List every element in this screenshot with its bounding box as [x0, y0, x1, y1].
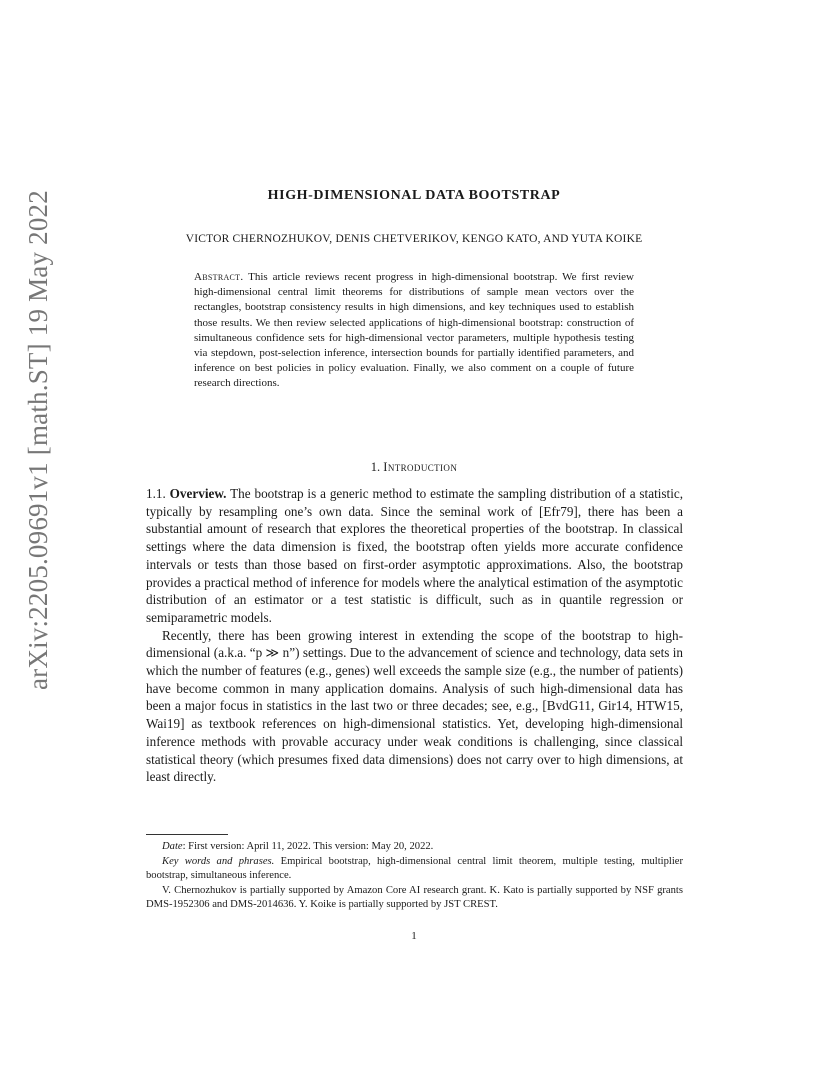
subsection-number: 1.1.: [146, 486, 166, 501]
body-text: [146, 485, 683, 786]
footnote-date-text: : First version: April 11, 2022. This version: May 20, 2022.: [182, 841, 434, 852]
subsection-title: Overview.: [169, 486, 227, 501]
paragraph-recent: Recently, there has been growing interest in extending the scope of the bootstrap to high-dimensional (a.k.a. “p ≫ n”) settings. Due to the advancement of science and technology, data sets in which the number of features (e.g., genes) well exceeds the sample size (e.g., the number of patients) have become common in many application domains. Analysis of such high-dimensional data has been a major focus in statistics in the last two or three decades; see, e.g., [BvdG11, Gir14, HTW15, Wai19] as textbook references on high-dimensional statistics. Yet, developing high-dimensional inference methods with provable accuracy under weak conditions is challenging, since classical statistical theory (which presumes fixed data dimensions) does not carry over to high dimensions, at least directly.: [146, 627, 683, 785]
arxiv-identifier-stamp: arXiv:2205.09691v1 [math.ST] 19 May 2022: [23, 190, 53, 690]
paragraph-text: The bootstrap is a generic method to estimate the sampling distribution of a statistic, typically by resampling one’s own data. Since the seminal work of [Efr79], there has been a substantial amount of research that explores the theoretical properties of the bootstrap. In classical settings where the data dimension is fixed, the bootstrap often yields more accurate confidence intervals or tests than those based on first-order asymptotic approximations. Also, the bootstrap provides a practical method of inference for models where the analytical estimation of the asymptotic distribution of an estimator or a test statistic is difficult, such as in quantile regression or semiparametric models.: [146, 486, 684, 625]
footnote-funding: V. Chernozhukov is partially supported by Amazon Core AI research grant. K. Kato is partially supported by NSF grants DMS-1952306 and DMS-2014636. Y. Koike is partially supported by JST CREST.: [146, 884, 683, 910]
section-number: 1.: [370, 460, 381, 474]
abstract-heading: Abstract.: [194, 271, 244, 283]
paragraph-overview: [146, 485, 683, 627]
footnote-keywords-label: Key words and phrases.: [162, 855, 275, 867]
page-number: 1: [411, 930, 417, 942]
paper-title: HIGH-DIMENSIONAL DATA BOOTSTRAP: [267, 188, 561, 203]
footnote-date-label: Date: [162, 841, 183, 852]
footnotes: [146, 840, 683, 913]
abstract: [194, 270, 634, 392]
section-heading: [0, 460, 828, 475]
abstract-text: This article reviews recent progress in high-dimensional bootstrap. We first review high-dimensional central limit theorems for distributions of sample mean vectors over the rectangles, bootstrap consistency results in high dimensions, and key techniques used to establish those results. We then review selected applications of high-dimensional bootstrap: construction of simultaneous confidence sets for high-dimensional vector parameters, multiple hypothesis testing via stepdown, post-selection inference, intersection bounds for partially identified parameters, and inference on best policies in policy evaluation. Finally, we also comment on a couple of future research directions.: [194, 271, 634, 390]
footnote-date: [146, 840, 683, 855]
footnote-keywords-text: Empirical bootstrap, high-dimensional central limit theorem, multiple testing, multiplier bootstrap, simultaneous inference.: [146, 855, 683, 881]
footnote-keywords: [146, 855, 683, 884]
section-title: Introduction: [383, 460, 458, 474]
author-list: VICTOR CHERNOZHUKOV, DENIS CHETVERIKOV, KENGO KATO, AND YUTA KOIKE: [185, 233, 643, 245]
footnote-rule: [146, 834, 228, 835]
